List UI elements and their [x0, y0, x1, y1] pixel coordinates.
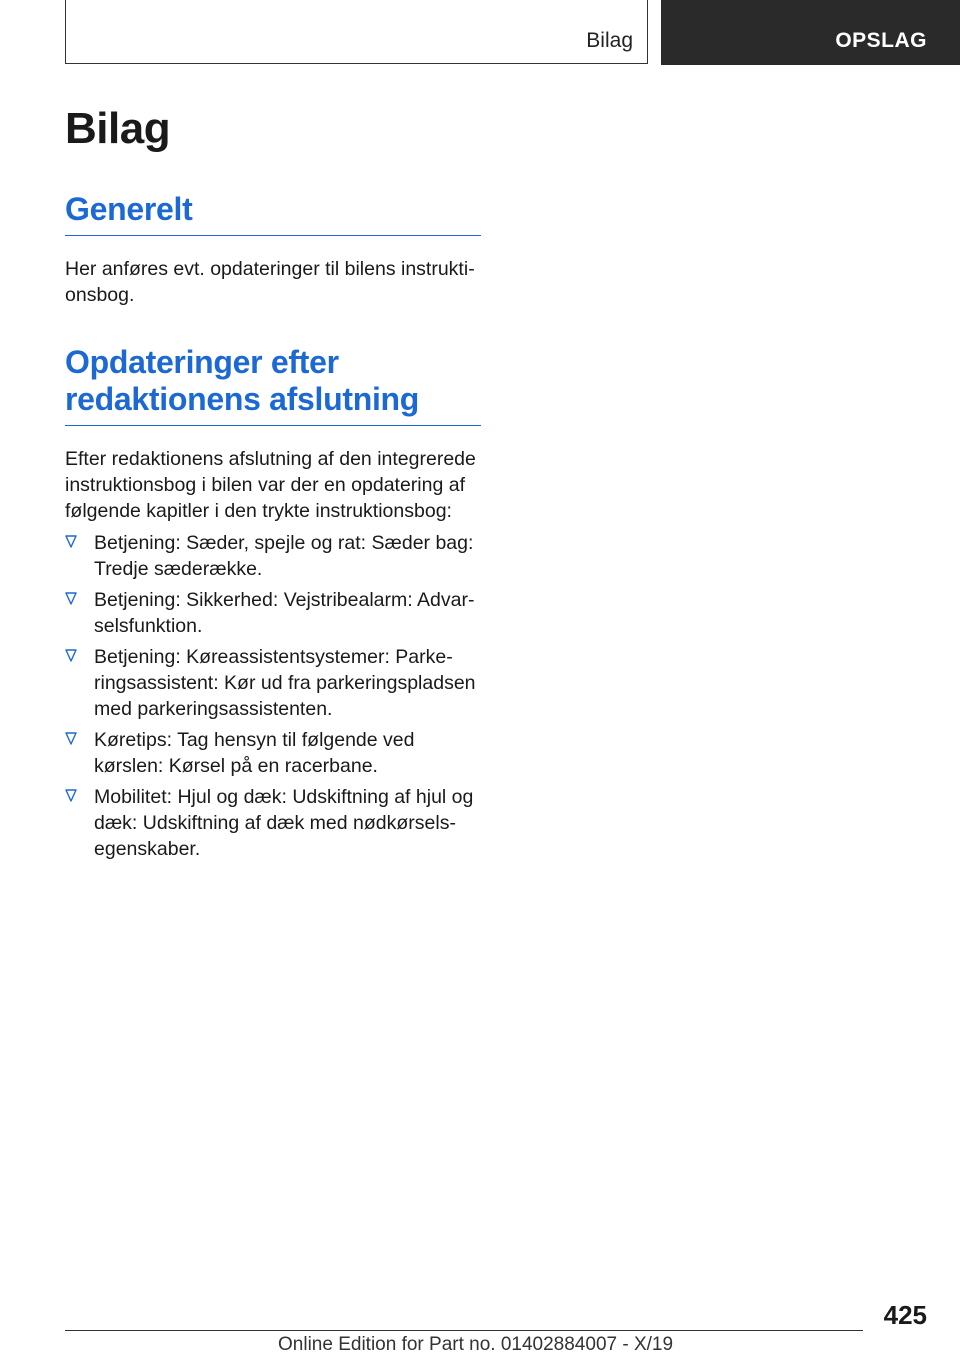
header-chapter-tab[interactable] — [661, 0, 960, 65]
list-item-text: Køretips: Tag hensyn til følgende ved kørslen: Kørsel på en racerbane. — [94, 729, 415, 777]
footer-divider — [65, 1330, 863, 1331]
main-content — [65, 100, 481, 862]
list-item-text: Mobilitet: Hjul og dæk: Udskiftning af hjul og dæk: Udskiftning af dæk med nødkørselsegenskaber. — [94, 786, 474, 860]
list-item — [65, 727, 481, 779]
header-section-label: Bilag — [586, 29, 633, 52]
section-heading-generelt: Generelt — [65, 191, 481, 236]
triangle-bullet-icon — [65, 789, 77, 803]
header-tab-label: OPSLAG — [835, 29, 927, 52]
section-paragraph: Her anføres evt. opdateringer til bilens instruktionsbog. — [65, 258, 475, 306]
footer-edition-text: Online Edition for Part no. 01402884007 - X/19 — [278, 1334, 674, 1355]
chapter-title: Bilag — [65, 104, 171, 153]
page-number: 425 — [883, 1300, 927, 1330]
list-item — [65, 644, 481, 722]
triangle-bullet-icon — [65, 732, 77, 746]
section-heading-updates: Opdateringer efter redaktionens afslutning — [65, 344, 481, 426]
triangle-bullet-icon — [65, 649, 77, 663]
header-box — [65, 0, 648, 64]
list-item — [65, 530, 481, 582]
list-item — [65, 587, 481, 639]
section-paragraph: Efter redaktionens afslutning af den integrerede instruktionsbog i bilen var der en opdatering af følgende kapitler i den trykte instruktionsbog: — [65, 448, 476, 522]
triangle-bullet-icon — [65, 535, 77, 549]
list-item — [65, 784, 481, 862]
list-item-text: Betjening: Køreassistentsystemer: Parkeringsassistent: Kør ud fra parkeringspladsen med parkeringsassistenten. — [94, 646, 476, 720]
triangle-bullet-icon — [65, 592, 77, 606]
list-item-text: Betjening: Sæder, spejle og rat: Sæder bag: Tredje sæderække. — [94, 532, 474, 580]
update-list — [65, 530, 481, 862]
list-item-text: Betjening: Sikkerhed: Vejstribealarm: Advarselsfunktion. — [94, 589, 475, 637]
